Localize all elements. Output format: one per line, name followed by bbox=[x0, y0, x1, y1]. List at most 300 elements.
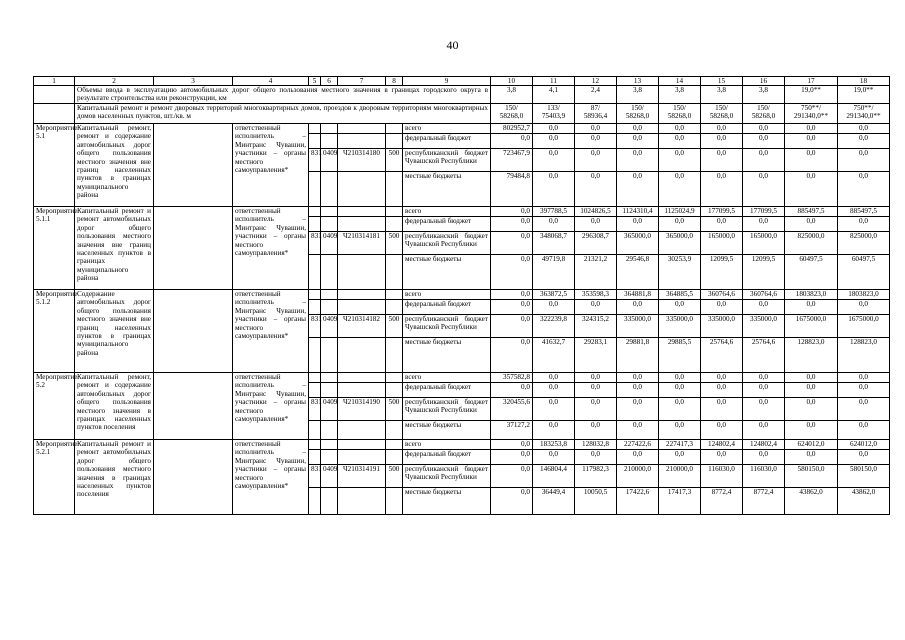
column-number: 10 bbox=[491, 77, 533, 86]
funding-value: 0,0 bbox=[838, 149, 890, 172]
column-number: 8 bbox=[386, 77, 403, 86]
funding-value: 0,0 bbox=[785, 149, 838, 172]
event-id: Мероприятие 5.2 bbox=[34, 373, 75, 440]
empty-code-cell bbox=[321, 300, 338, 315]
empty-code-cell bbox=[386, 488, 403, 515]
funding-value: 0,0 bbox=[659, 450, 701, 465]
funding-value: 0,0 bbox=[533, 172, 575, 207]
funding-value: 0,0 bbox=[533, 124, 575, 134]
empty-code-cell bbox=[321, 255, 338, 290]
funding-value: 0,0 bbox=[743, 217, 785, 232]
funding-value: 29885,5 bbox=[659, 338, 701, 373]
funding-source: местные бюджеты bbox=[403, 172, 491, 207]
empty-code-cell bbox=[309, 421, 321, 440]
funding-value: 0,0 bbox=[491, 440, 533, 450]
funding-value: 165000,0 bbox=[743, 232, 785, 255]
funding-value: 0,0 bbox=[743, 149, 785, 172]
funding-value: 29881,8 bbox=[617, 338, 659, 373]
indicator-value: 150/ 58268,0 bbox=[659, 104, 701, 124]
funding-value: 624012,0 bbox=[785, 440, 838, 450]
funding-value: 1024826,5 bbox=[575, 207, 617, 217]
funding-value: 0,0 bbox=[659, 300, 701, 315]
empty-code-cell bbox=[321, 207, 338, 217]
funding-value: 41632,7 bbox=[533, 338, 575, 373]
funding-value: 60497,5 bbox=[785, 255, 838, 290]
funding-value: 227422,6 bbox=[617, 440, 659, 450]
budget-code-vr: 500 bbox=[386, 149, 403, 172]
funding-source: местные бюджеты bbox=[403, 338, 491, 373]
empty-code-cell bbox=[338, 373, 386, 383]
empty-cell bbox=[154, 290, 233, 373]
funding-value: 0,0 bbox=[701, 300, 743, 315]
funding-source: местные бюджеты bbox=[403, 255, 491, 290]
funding-value: 8772,4 bbox=[743, 488, 785, 515]
budget-code-rzpr: 0409 bbox=[321, 315, 338, 338]
funding-value: 0,0 bbox=[575, 383, 617, 398]
funding-value: 335000,0 bbox=[659, 315, 701, 338]
event-name: Капитальный ремонт, ремонт и содержание автомобильных дорог общего пользования местного значения в границах населенных пунктов поселения bbox=[75, 373, 154, 440]
funding-value: 296308,7 bbox=[575, 232, 617, 255]
empty-code-cell bbox=[386, 255, 403, 290]
empty-code-cell bbox=[321, 488, 338, 515]
column-number: 1 bbox=[34, 77, 75, 86]
column-number: 15 bbox=[701, 77, 743, 86]
empty-code-cell bbox=[338, 124, 386, 134]
funding-value: 124802,4 bbox=[701, 440, 743, 450]
funding-source: республиканский бюджет Чувашской Республики bbox=[403, 315, 491, 338]
funding-value: 1803823,0 bbox=[785, 290, 838, 300]
funding-value: 30253,9 bbox=[659, 255, 701, 290]
budget-code-grbs: 831 bbox=[309, 465, 321, 488]
funding-value: 60497,5 bbox=[838, 255, 890, 290]
funding-value: 0,0 bbox=[533, 373, 575, 383]
funding-value: 128032,8 bbox=[575, 440, 617, 450]
indicator-value: 3,8 bbox=[743, 86, 785, 104]
funding-value: 363872,5 bbox=[533, 290, 575, 300]
funding-value: 0,0 bbox=[533, 383, 575, 398]
empty-code-cell bbox=[309, 338, 321, 373]
budget-code-csr: Ч210314180 bbox=[338, 149, 386, 172]
empty-code-cell bbox=[338, 383, 386, 398]
funding-row bbox=[34, 124, 890, 134]
funding-value: 116030,0 bbox=[701, 465, 743, 488]
funding-source: всего bbox=[403, 290, 491, 300]
indicator-value: 19,0** bbox=[785, 86, 838, 104]
funding-source: федеральный бюджет bbox=[403, 450, 491, 465]
budget-code-rzpr: 0409 bbox=[321, 149, 338, 172]
funding-value: 723467,9 bbox=[491, 149, 533, 172]
funding-value: 0,0 bbox=[838, 373, 890, 383]
indicator-value: 3,8 bbox=[659, 86, 701, 104]
funding-source: федеральный бюджет bbox=[403, 134, 491, 149]
column-number: 16 bbox=[743, 77, 785, 86]
event-id: Мероприятие 5.1 bbox=[34, 124, 75, 207]
funding-value: 227417,3 bbox=[659, 440, 701, 450]
funding-value: 25764,6 bbox=[701, 338, 743, 373]
funding-value: 0,0 bbox=[533, 450, 575, 465]
empty-code-cell bbox=[309, 440, 321, 450]
funding-value: 0,0 bbox=[838, 450, 890, 465]
funding-value: 0,0 bbox=[743, 383, 785, 398]
funding-value: 580150,0 bbox=[785, 465, 838, 488]
funding-value: 0,0 bbox=[659, 373, 701, 383]
budget-code-grbs: 831 bbox=[309, 398, 321, 421]
funding-value: 0,0 bbox=[491, 488, 533, 515]
funding-value: 0,0 bbox=[491, 338, 533, 373]
funding-value: 25764,6 bbox=[743, 338, 785, 373]
funding-value: 0,0 bbox=[659, 134, 701, 149]
empty-code-cell bbox=[309, 172, 321, 207]
funding-value: 324315,2 bbox=[575, 315, 617, 338]
funding-value: 1675000,0 bbox=[838, 315, 890, 338]
indicator-value: 750**/ 291340,0** bbox=[785, 104, 838, 124]
funding-value: 0,0 bbox=[491, 465, 533, 488]
empty-code-cell bbox=[321, 172, 338, 207]
funding-value: 0,0 bbox=[743, 373, 785, 383]
empty-cell bbox=[34, 86, 75, 104]
funding-value: 0,0 bbox=[617, 383, 659, 398]
empty-cell bbox=[154, 124, 233, 207]
empty-code-cell bbox=[338, 290, 386, 300]
indicator-row bbox=[34, 104, 890, 124]
empty-cell bbox=[154, 440, 233, 515]
indicator-value: 150/ 58268,0 bbox=[743, 104, 785, 124]
funding-value: 0,0 bbox=[575, 300, 617, 315]
funding-value: 322239,8 bbox=[533, 315, 575, 338]
funding-value: 165000,0 bbox=[701, 232, 743, 255]
funding-value: 0,0 bbox=[659, 398, 701, 421]
budget-code-vr: 500 bbox=[386, 465, 403, 488]
funding-value: 0,0 bbox=[533, 134, 575, 149]
funding-value: 0,0 bbox=[575, 217, 617, 232]
column-number: 18 bbox=[838, 77, 890, 86]
funding-value: 580150,0 bbox=[838, 465, 890, 488]
funding-source: республиканский бюджет Чувашской Республики bbox=[403, 465, 491, 488]
funding-value: 0,0 bbox=[491, 450, 533, 465]
event-executor: ответственный исполнитель – Минтранс Чувашии, участники – органы местного самоуправления* bbox=[233, 373, 309, 440]
empty-cell bbox=[154, 207, 233, 290]
indicator-value: 2,4 bbox=[575, 86, 617, 104]
empty-code-cell bbox=[309, 290, 321, 300]
funding-value: 128823,0 bbox=[785, 338, 838, 373]
empty-code-cell bbox=[321, 450, 338, 465]
column-number: 11 bbox=[533, 77, 575, 86]
funding-value: 0,0 bbox=[575, 450, 617, 465]
funding-value: 0,0 bbox=[785, 398, 838, 421]
column-number-row bbox=[34, 77, 890, 86]
indicator-value: 150/ 58268,0 bbox=[491, 104, 533, 124]
empty-code-cell bbox=[309, 134, 321, 149]
funding-value: 0,0 bbox=[785, 450, 838, 465]
funding-value: 0,0 bbox=[743, 172, 785, 207]
funding-row bbox=[34, 207, 890, 217]
empty-code-cell bbox=[309, 373, 321, 383]
indicator-value: 19,0** bbox=[838, 86, 890, 104]
funding-value: 210000,0 bbox=[617, 465, 659, 488]
funding-source: федеральный бюджет bbox=[403, 300, 491, 315]
empty-code-cell bbox=[386, 124, 403, 134]
funding-value: 10050,5 bbox=[575, 488, 617, 515]
empty-code-cell bbox=[321, 134, 338, 149]
funding-value: 12099,5 bbox=[701, 255, 743, 290]
funding-value: 0,0 bbox=[659, 217, 701, 232]
funding-value: 37127,2 bbox=[491, 421, 533, 440]
indicator-value: 4,1 bbox=[533, 86, 575, 104]
funding-value: 360764,6 bbox=[701, 290, 743, 300]
funding-value: 0,0 bbox=[701, 124, 743, 134]
funding-value: 0,0 bbox=[617, 450, 659, 465]
empty-code-cell bbox=[321, 338, 338, 373]
funding-value: 17417,3 bbox=[659, 488, 701, 515]
funding-value: 0,0 bbox=[659, 383, 701, 398]
indicator-value: 150/ 58268,0 bbox=[701, 104, 743, 124]
empty-code-cell bbox=[338, 134, 386, 149]
empty-code-cell bbox=[338, 207, 386, 217]
funding-value: 12099,5 bbox=[743, 255, 785, 290]
empty-code-cell bbox=[338, 421, 386, 440]
event-name: Капитальный ремонт и ремонт автомобильных дорог общего пользования местного значения в границах населенных пунктов поселения bbox=[75, 440, 154, 515]
funding-value: 0,0 bbox=[701, 373, 743, 383]
empty-code-cell bbox=[321, 217, 338, 232]
event-name: Капитальный ремонт, ремонт и содержание автомобильных дорог общего пользования местного значения вне границ населенных пунктов в границах муниципального района bbox=[75, 124, 154, 207]
funding-value: 348068,7 bbox=[533, 232, 575, 255]
funding-value: 0,0 bbox=[838, 300, 890, 315]
funding-value: 0,0 bbox=[701, 383, 743, 398]
funding-value: 0,0 bbox=[785, 172, 838, 207]
funding-value: 0,0 bbox=[743, 450, 785, 465]
empty-code-cell bbox=[338, 440, 386, 450]
indicator-value: 3,8 bbox=[701, 86, 743, 104]
funding-value: 0,0 bbox=[785, 217, 838, 232]
funding-value: 0,0 bbox=[575, 172, 617, 207]
funding-value: 0,0 bbox=[785, 124, 838, 134]
funding-value: 364881,8 bbox=[617, 290, 659, 300]
column-number: 5 bbox=[309, 77, 321, 86]
column-number: 4 bbox=[233, 77, 309, 86]
indicator-row bbox=[34, 86, 890, 104]
funding-value: 0,0 bbox=[838, 172, 890, 207]
empty-code-cell bbox=[309, 207, 321, 217]
funding-value: 0,0 bbox=[617, 421, 659, 440]
funding-value: 43862,0 bbox=[838, 488, 890, 515]
empty-code-cell bbox=[386, 338, 403, 373]
empty-code-cell bbox=[386, 290, 403, 300]
funding-value: 0,0 bbox=[785, 134, 838, 149]
funding-value: 0,0 bbox=[575, 398, 617, 421]
funding-value: 0,0 bbox=[533, 300, 575, 315]
empty-code-cell bbox=[386, 300, 403, 315]
funding-value: 1125024,9 bbox=[659, 207, 701, 217]
funding-value: 0,0 bbox=[838, 217, 890, 232]
column-number: 12 bbox=[575, 77, 617, 86]
indicator-value: 3,8 bbox=[617, 86, 659, 104]
funding-value: 43862,0 bbox=[785, 488, 838, 515]
event-executor: ответственный исполнитель – Минтранс Чувашии, участники – органы местного самоуправления* bbox=[233, 207, 309, 290]
budget-code-grbs: 831 bbox=[309, 315, 321, 338]
funding-value: 825000,0 bbox=[785, 232, 838, 255]
funding-value: 183253,8 bbox=[533, 440, 575, 450]
empty-code-cell bbox=[321, 290, 338, 300]
column-number: 14 bbox=[659, 77, 701, 86]
funding-value: 0,0 bbox=[838, 398, 890, 421]
funding-value: 128823,0 bbox=[838, 338, 890, 373]
funding-value: 0,0 bbox=[617, 217, 659, 232]
empty-code-cell bbox=[309, 383, 321, 398]
funding-value: 0,0 bbox=[491, 134, 533, 149]
funding-value: 0,0 bbox=[701, 172, 743, 207]
funding-value: 0,0 bbox=[491, 255, 533, 290]
funding-value: 0,0 bbox=[701, 217, 743, 232]
column-number: 2 bbox=[75, 77, 154, 86]
event-name: Капитальный ремонт и ремонт автомобильных дорог общего пользования местного значения вне границ населенных пунктов в границах муниципального района bbox=[75, 207, 154, 290]
empty-code-cell bbox=[321, 124, 338, 134]
funding-value: 0,0 bbox=[659, 124, 701, 134]
funding-value: 0,0 bbox=[533, 398, 575, 421]
funding-value: 885497,5 bbox=[785, 207, 838, 217]
funding-value: 0,0 bbox=[617, 398, 659, 421]
funding-value: 0,0 bbox=[701, 149, 743, 172]
empty-code-cell bbox=[386, 134, 403, 149]
funding-source: республиканский бюджет Чувашской Республики bbox=[403, 398, 491, 421]
empty-code-cell bbox=[386, 373, 403, 383]
funding-value: 0,0 bbox=[491, 383, 533, 398]
budget-code-rzpr: 0409 bbox=[321, 465, 338, 488]
funding-value: 353598,3 bbox=[575, 290, 617, 300]
funding-value: 0,0 bbox=[491, 232, 533, 255]
funding-value: 0,0 bbox=[838, 421, 890, 440]
funding-row bbox=[34, 373, 890, 383]
empty-code-cell bbox=[338, 300, 386, 315]
indicator-value: 87/ 58936,4 bbox=[575, 104, 617, 124]
funding-value: 0,0 bbox=[533, 149, 575, 172]
funding-value: 0,0 bbox=[838, 124, 890, 134]
empty-code-cell bbox=[338, 488, 386, 515]
event-executor: ответственный исполнитель – Минтранс Чувашии, участники – органы местного самоуправления* bbox=[233, 440, 309, 515]
funding-value: 29546,8 bbox=[617, 255, 659, 290]
funding-value: 17422,6 bbox=[617, 488, 659, 515]
funding-source: республиканский бюджет Чувашской Республики bbox=[403, 149, 491, 172]
empty-code-cell bbox=[386, 440, 403, 450]
indicator-value: 3,8 bbox=[491, 86, 533, 104]
empty-code-cell bbox=[309, 217, 321, 232]
budget-code-grbs: 831 bbox=[309, 149, 321, 172]
funding-value: 0,0 bbox=[785, 373, 838, 383]
funding-value: 0,0 bbox=[838, 383, 890, 398]
funding-source: местные бюджеты bbox=[403, 488, 491, 515]
funding-value: 0,0 bbox=[617, 172, 659, 207]
indicator-value: 133/ 75403,9 bbox=[533, 104, 575, 124]
funding-value: 0,0 bbox=[491, 207, 533, 217]
budget-code-vr: 500 bbox=[386, 398, 403, 421]
funding-value: 0,0 bbox=[575, 149, 617, 172]
empty-code-cell bbox=[321, 440, 338, 450]
funding-value: 0,0 bbox=[701, 398, 743, 421]
program-table bbox=[33, 76, 890, 515]
funding-value: 0,0 bbox=[575, 124, 617, 134]
event-executor: ответственный исполнитель – Минтранс Чувашии, участники – органы местного самоуправления* bbox=[233, 290, 309, 373]
funding-value: 624012,0 bbox=[838, 440, 890, 450]
column-number: 3 bbox=[154, 77, 233, 86]
empty-code-cell bbox=[386, 450, 403, 465]
funding-value: 0,0 bbox=[743, 134, 785, 149]
funding-value: 0,0 bbox=[785, 421, 838, 440]
budget-code-vr: 500 bbox=[386, 232, 403, 255]
funding-value: 0,0 bbox=[701, 421, 743, 440]
empty-code-cell bbox=[338, 255, 386, 290]
funding-value: 0,0 bbox=[743, 421, 785, 440]
funding-value: 0,0 bbox=[575, 134, 617, 149]
funding-value: 177099,5 bbox=[743, 207, 785, 217]
empty-code-cell bbox=[309, 450, 321, 465]
funding-value: 8772,4 bbox=[701, 488, 743, 515]
funding-value: 177099,5 bbox=[701, 207, 743, 217]
funding-row bbox=[34, 440, 890, 450]
funding-value: 335000,0 bbox=[617, 315, 659, 338]
funding-value: 0,0 bbox=[785, 383, 838, 398]
funding-value: 320455,6 bbox=[491, 398, 533, 421]
funding-source: всего bbox=[403, 440, 491, 450]
empty-cell bbox=[154, 373, 233, 440]
indicator-value: 750**/ 291340,0** bbox=[838, 104, 890, 124]
funding-value: 885497,5 bbox=[838, 207, 890, 217]
empty-code-cell bbox=[386, 172, 403, 207]
funding-source: всего bbox=[403, 207, 491, 217]
funding-value: 0,0 bbox=[701, 134, 743, 149]
empty-cell bbox=[34, 104, 75, 124]
funding-row bbox=[34, 290, 890, 300]
funding-value: 0,0 bbox=[533, 421, 575, 440]
funding-source: республиканский бюджет Чувашской Республики bbox=[403, 232, 491, 255]
funding-value: 29283,1 bbox=[575, 338, 617, 373]
budget-code-grbs: 831 bbox=[309, 232, 321, 255]
empty-code-cell bbox=[338, 217, 386, 232]
event-executor: ответственный исполнитель – Минтранс Чувашии, участники – органы местного самоуправления* bbox=[233, 124, 309, 207]
event-name: Содержание автомобильных дорог общего пользования местного значения вне границ населенных пунктов в границах муниципального района bbox=[75, 290, 154, 373]
column-number: 9 bbox=[403, 77, 491, 86]
funding-value: 124802,4 bbox=[743, 440, 785, 450]
funding-value: 1803823,0 bbox=[838, 290, 890, 300]
funding-value: 357582,8 bbox=[491, 373, 533, 383]
funding-value: 0,0 bbox=[617, 300, 659, 315]
budget-code-rzpr: 0409 bbox=[321, 398, 338, 421]
funding-value: 0,0 bbox=[617, 373, 659, 383]
funding-value: 0,0 bbox=[838, 134, 890, 149]
funding-value: 0,0 bbox=[491, 300, 533, 315]
empty-code-cell bbox=[321, 373, 338, 383]
funding-value: 0,0 bbox=[575, 373, 617, 383]
empty-code-cell bbox=[338, 450, 386, 465]
event-id: Мероприятие 5.1.1 bbox=[34, 207, 75, 290]
column-number: 13 bbox=[617, 77, 659, 86]
budget-code-vr: 500 bbox=[386, 315, 403, 338]
funding-source: всего bbox=[403, 373, 491, 383]
funding-value: 0,0 bbox=[743, 398, 785, 421]
funding-value: 360764,6 bbox=[743, 290, 785, 300]
funding-source: местные бюджеты bbox=[403, 421, 491, 440]
funding-source: федеральный бюджет bbox=[403, 217, 491, 232]
funding-value: 0,0 bbox=[491, 290, 533, 300]
funding-value: 210000,0 bbox=[659, 465, 701, 488]
event-id: Мероприятие 5.2.1 bbox=[34, 440, 75, 515]
funding-value: 364885,5 bbox=[659, 290, 701, 300]
funding-value: 397788,5 bbox=[533, 207, 575, 217]
funding-value: 365000,0 bbox=[659, 232, 701, 255]
funding-value: 116030,0 bbox=[743, 465, 785, 488]
funding-value: 0,0 bbox=[743, 300, 785, 315]
indicator-text: Капитальный ремонт и ремонт дворовых территорий многоквартирных домов, проездов к дворовым территориям многоквартирных домов населенных пунктов, шт./кв. м bbox=[75, 104, 491, 124]
empty-code-cell bbox=[321, 383, 338, 398]
funding-value: 0,0 bbox=[743, 124, 785, 134]
